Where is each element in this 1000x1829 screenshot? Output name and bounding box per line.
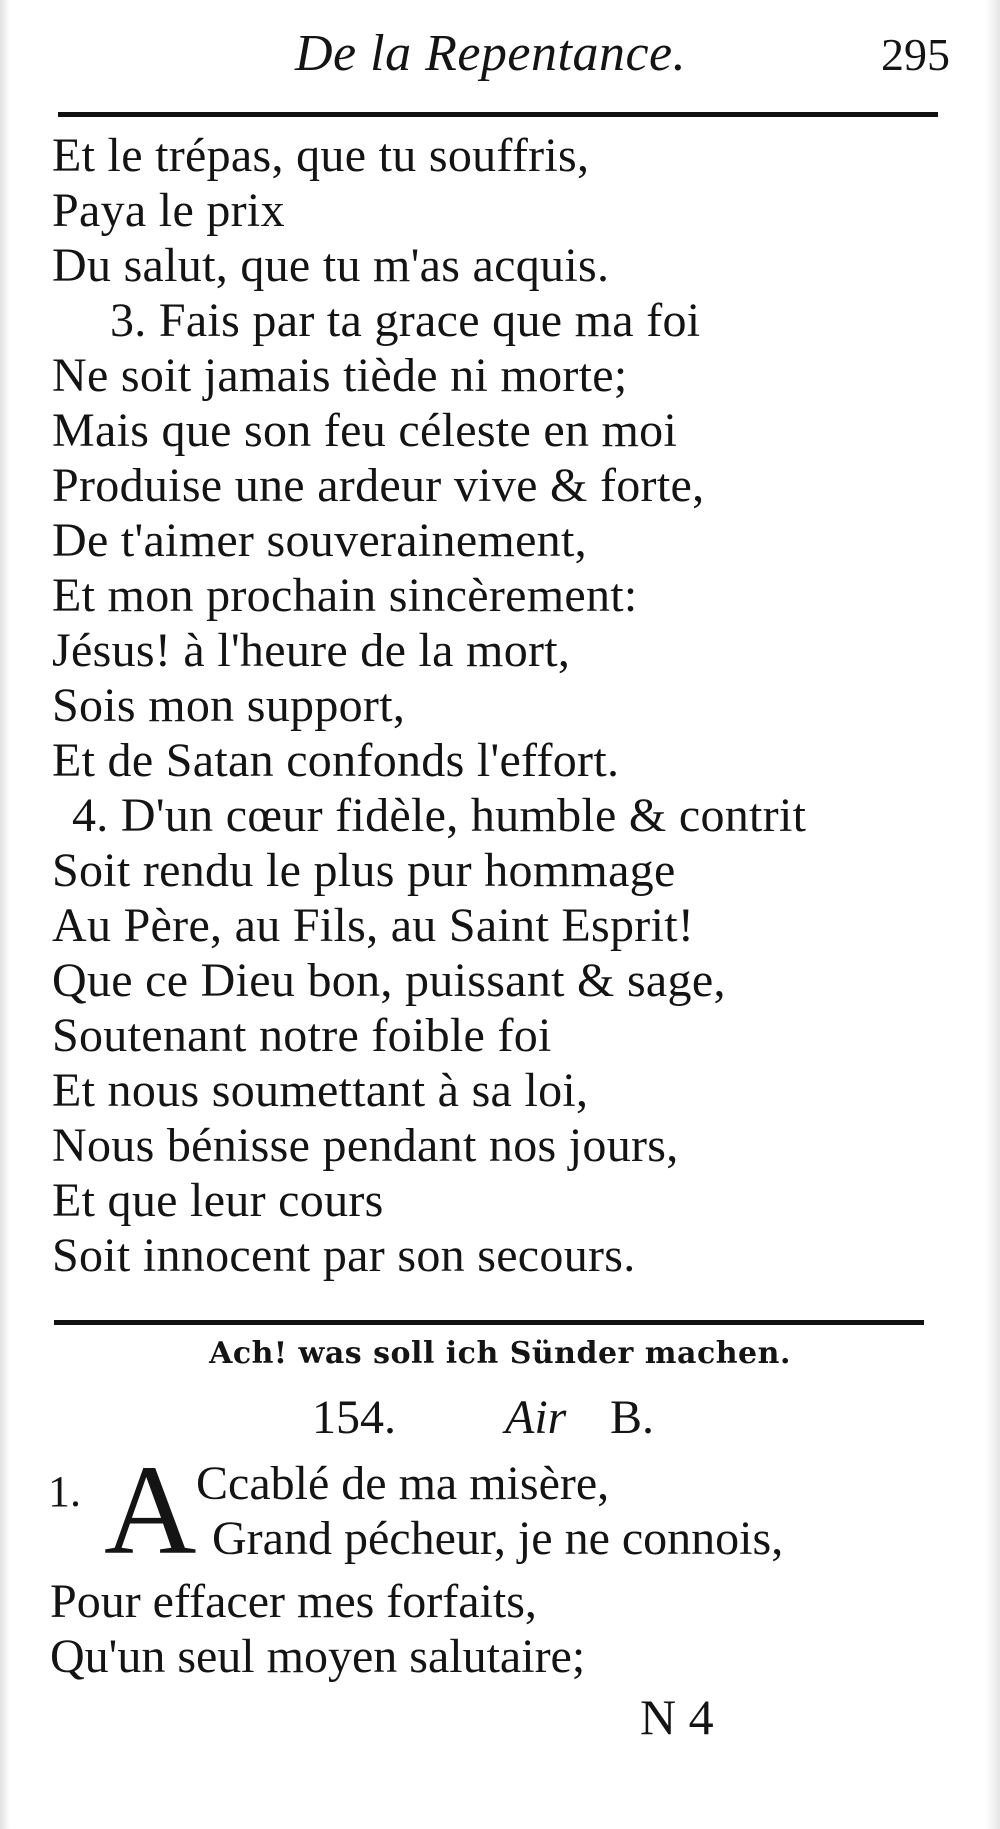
stanza-opening bbox=[48, 1439, 968, 1581]
drop-cap: A bbox=[104, 1439, 197, 1581]
verse-line: Qu'un seul moyen salutaire; bbox=[50, 1630, 586, 1683]
verse-line: Et le trépas, que tu souffris, bbox=[52, 129, 590, 182]
verse-line: Au Père, au Fils, au Saint Esprit! bbox=[52, 899, 695, 952]
verse-block-bottom bbox=[50, 1574, 950, 1684]
air-letter: B. bbox=[610, 1391, 655, 1444]
running-head bbox=[50, 20, 950, 90]
verse-line: Du salut, que tu m'as acquis. bbox=[52, 239, 610, 292]
section-rule bbox=[54, 1320, 924, 1325]
running-title: De la Repentance. bbox=[295, 25, 687, 82]
verse-line: Produise une ardeur vive & forte, bbox=[52, 459, 705, 512]
stanza-number: 1. bbox=[48, 1467, 81, 1516]
tune-title: Ach! was soll ich Sünder machen. bbox=[209, 1336, 791, 1371]
verse-line: Mais que son feu céleste en moi bbox=[52, 404, 678, 457]
verse-line: Soit rendu le plus pur hommage bbox=[52, 844, 676, 897]
verse-block-top bbox=[52, 128, 952, 1283]
signature-mark: N 4 bbox=[640, 1689, 714, 1745]
verse-line: Et nous soumettant à sa loi, bbox=[52, 1064, 589, 1117]
verse-line: Ne soit jamais tiède ni morte; bbox=[52, 349, 628, 402]
verse-line: Pour effacer mes forfaits, bbox=[50, 1575, 537, 1628]
verse-line: Soutenant notre foible foi bbox=[52, 1009, 552, 1062]
verse-line: Nous bénisse pendant nos jours, bbox=[52, 1119, 679, 1172]
verse-line: Et de Satan confonds l'effort. bbox=[52, 734, 620, 787]
verse-line: 3. Fais par ta grace que ma foi bbox=[110, 294, 701, 347]
page-right-edge-shadow bbox=[986, 0, 1000, 1829]
page-left-edge-shadow bbox=[0, 0, 10, 1829]
verse-line: Et mon prochain sincèrement: bbox=[52, 569, 638, 622]
verse-line: Ccablé de ma misère, bbox=[196, 1457, 610, 1510]
verse-line: Paya le prix bbox=[52, 184, 285, 237]
verse-line: 4. D'un cœur fidèle, humble & contrit bbox=[72, 789, 807, 842]
verse-line: Et que leur cours bbox=[52, 1174, 384, 1227]
page-number: 295 bbox=[881, 29, 950, 80]
verse-line: Sois mon support, bbox=[52, 679, 406, 732]
air-label: Air bbox=[505, 1391, 567, 1444]
verse-line: Que ce Dieu bon, puissant & sage, bbox=[52, 954, 726, 1007]
verse-line: De t'aimer souverainement, bbox=[52, 514, 587, 567]
verse-line: Jésus! à l'heure de la mort, bbox=[52, 624, 571, 677]
verse-line: Soit innocent par son secours. bbox=[52, 1229, 636, 1282]
verse-line: Grand pécheur, je ne connois, bbox=[212, 1512, 784, 1565]
hymn-number: 154. bbox=[312, 1391, 396, 1444]
header-rule bbox=[58, 112, 938, 117]
